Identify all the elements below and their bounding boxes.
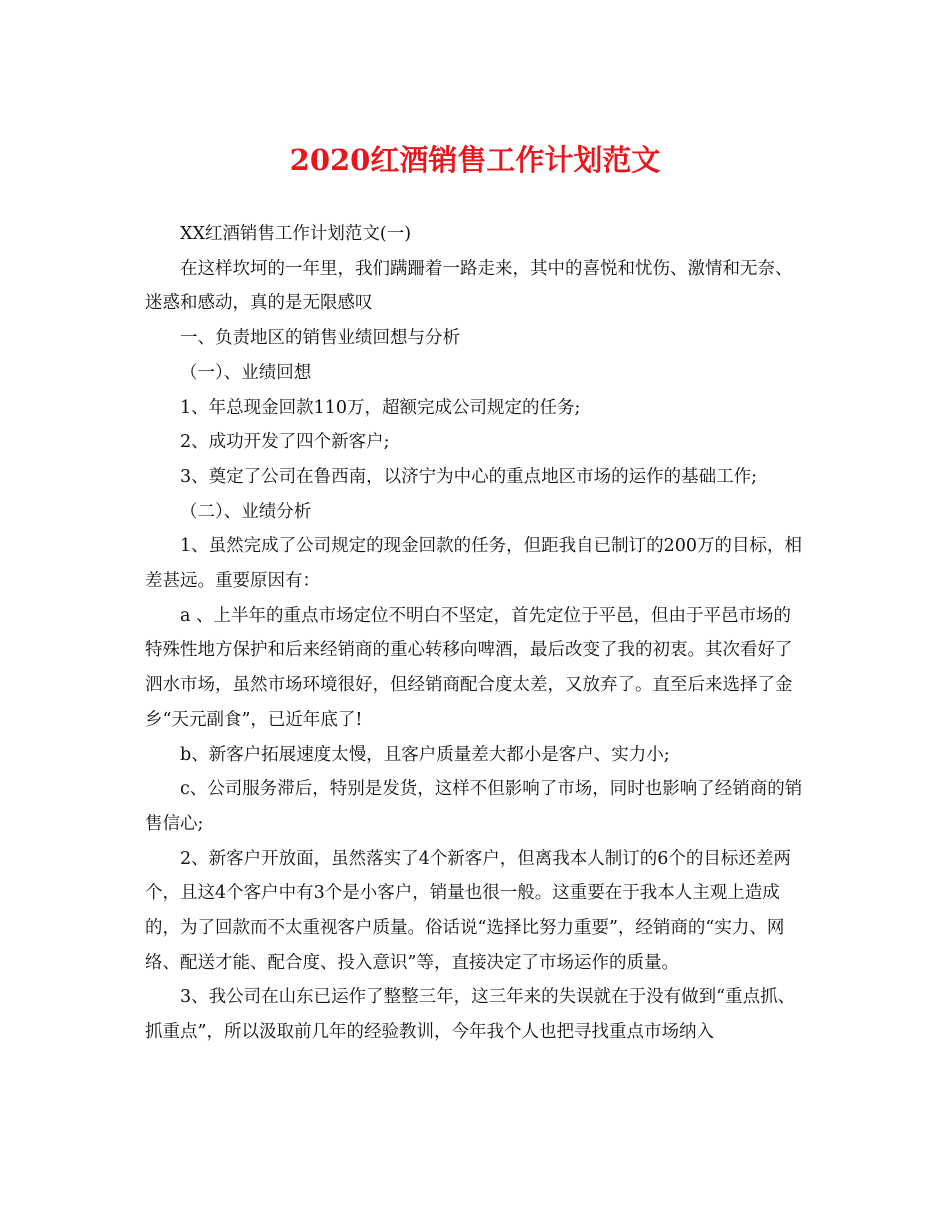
paragraph: 在这样坎坷的一年里，我们蹒跚着一路走来，其中的喜悦和忧伤、激情和无奈、迷惑和感动，真的是无限感叹 (145, 258, 793, 314)
paragraph-subtitle: XX红酒销售工作计划范文(一) (180, 224, 412, 244)
list-item: 2、新客户开放面，虽然落实了4个新客户，但离我本人制订的6个的目标还差两个，且这4个客户中有3个是小客户，销量也很一般。这重要在于我本人主观上造成的，为了回款而不太重视客户质量。俗话说“选择比努力重要”，经销商的“实力、网络、配送才能、配合度、投入意识”等，直接决定了市场运作的质量。 (145, 848, 791, 973)
list-item: a 、上半年的重点市场定位不明白不坚定，首先定位于平邑，但由于平邑市场的特殊性地方保护和后来经销商的重心转移向啤酒，最后改变了我的初衷。其次看好了泗水市场，虽然市场环境很好，但经销商配合度太差，又放弃了。直至后来选择了金乡“天元副食”，已近年底了! (145, 605, 793, 730)
list-item: 1、虽然完成了公司规定的现金回款的任务，但距我自已制订的200万的目标，相差甚远。重要原因有： (145, 536, 803, 592)
document-body (145, 217, 805, 1050)
subsection-heading: （一）、业绩回想 (180, 362, 312, 383)
list-item: b、新客户拓展速度太慢，且客户质量差大都小是客户、实力小; (180, 744, 670, 765)
subsection-heading: （二）、业绩分析 (180, 501, 312, 522)
list-item: c、公司服务滞后，特别是发货，这样不但影响了市场，同时也影响了经销商的销售信心; (145, 779, 803, 834)
document-title: 2020红酒销售工作计划范文 (289, 143, 661, 177)
list-item: 3、我公司在山东已运作了整整三年，这三年来的失误就在于没有做到“重点抓、抓重点”，所以汲取前几年的经验教训，今年我个人也把寻找重点市场纳入 (145, 987, 796, 1043)
section-heading: 一、负责地区的销售业绩回想与分析 (180, 328, 460, 349)
list-item: 3、奠定了公司在鲁西南，以济宁为中心的重点地区市场的运作的基础工作; (180, 466, 758, 487)
list-item: 2、成功开发了四个新客户; (180, 432, 390, 453)
list-item: 1、年总现金回款110万，超额完成公司规定的任务; (180, 397, 581, 418)
